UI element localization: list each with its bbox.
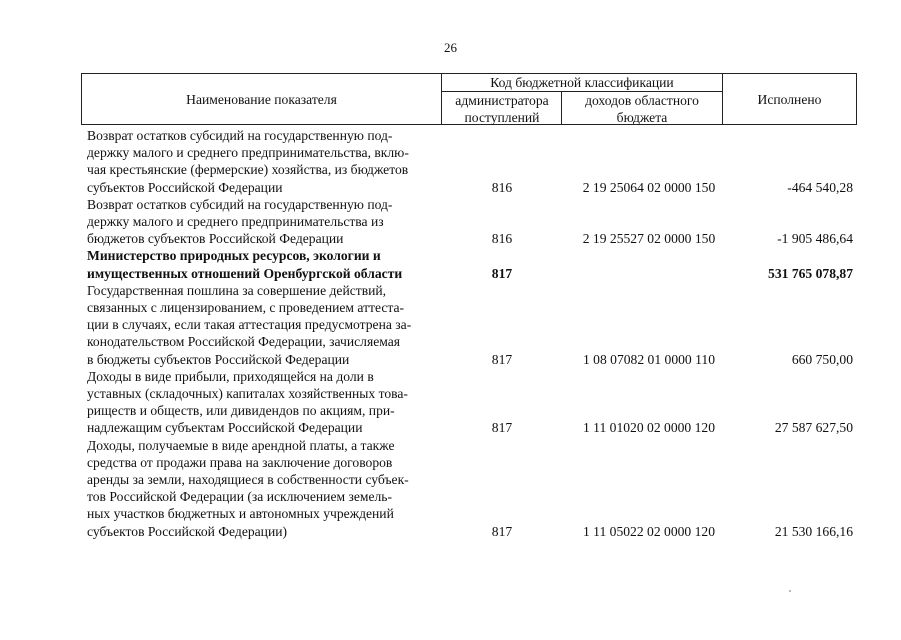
row-name [87,196,437,248]
row-name-line: Возврат остатков субсидий на государственную под- [87,196,393,212]
table-row [87,196,857,248]
row-name-line: связанных с лицензированием, с проведением аттеста- [87,300,405,316]
row-amount: -1 905 486,64 [777,231,853,247]
row-name-line: в бюджеты субъектов Российской Федерации [87,351,350,367]
row-name-line: субъектов Российской Федерации) [87,523,288,539]
row-name-line: Возврат остатков субсидий на государственную под- [87,128,393,143]
row-revenue-code: 1 11 01020 02 0000 120 [582,420,716,436]
row-name-line: ции в случаях, если такая аттестация предусмотрена за- [87,317,412,333]
row-name-line: тов Российской Федерации (за исключением земель- [87,489,393,505]
row-admin-code: 816 [491,179,513,195]
row-name-line: Доходы, получаемые в виде арендной платы, а также [87,437,395,453]
table-body [87,127,857,540]
row-name [87,437,437,540]
row-amount: 660 750,00 [791,351,853,367]
row-name-line: конодательством Российской Федерации, зачисляемая [87,334,401,350]
row-name-line: чая крестьянские (фермерские) хозяйства, из бюджетов [87,162,409,178]
row-name-line: Министерство природных ресурсов, экологии и [87,248,381,264]
row-name-line: Доходы в виде прибыли, приходящейся на доли в [87,368,374,384]
row-admin-code: 817 [491,265,513,281]
table-row [87,368,857,437]
header-divider [561,91,562,124]
row-revenue-code: 2 19 25064 02 0000 150 [582,179,716,195]
column-header-admin: администратора поступлений [455,93,549,125]
scan-speck [789,590,791,592]
row-admin-code: 817 [491,420,513,436]
table-row [87,282,857,368]
row-name-line: средства от продажи права на заключение договоров [87,454,393,470]
row-name-line: уставных (складочных) капиталах хозяйственных това- [87,386,408,402]
column-group-header: Код бюджетной классификации [490,75,674,90]
table-row [87,127,857,196]
column-header-executed: Исполнено [757,92,822,107]
row-name-line: аренды за земли, находящиеся в собственности субъек- [87,472,409,488]
row-amount: 531 765 078,87 [768,265,853,281]
table-row [87,247,857,281]
row-name-line: риществ и обществ, или дивидендов по акциям, при- [87,403,395,419]
row-revenue-code: 2 19 25527 02 0000 150 [582,231,716,247]
row-amount: -464 540,28 [787,179,853,195]
row-name-line: субъектов Российской Федерации [87,179,283,195]
row-name-line: надлежащим субъектам Российской Федерации [87,420,363,436]
row-name-line: имущественных отношений Оренбургской области [87,265,403,281]
row-name-line: бюджетов субъектов Российской Федерации [87,231,344,247]
row-name [87,368,437,437]
column-header-revenue: доходов областного бюджета [585,93,699,125]
row-amount: 27 587 627,50 [774,420,853,436]
table-header [81,73,857,125]
row-name [87,127,437,196]
row-admin-code: 817 [491,523,513,539]
page-number: 26 [444,40,457,55]
row-admin-code: 816 [491,231,513,247]
row-name [87,247,437,281]
row-name-line: держку малого и среднего предпринимательства из [87,214,384,230]
row-name-line: держку малого и среднего предпринимательства, вклю- [87,145,409,161]
row-amount: 21 530 166,16 [774,523,853,539]
row-name-line: Государственная пошлина за совершение действий, [87,282,387,298]
row-revenue-code: 1 11 05022 02 0000 120 [582,523,716,539]
row-name-line: ных участков бюджетных и автономных учреждений [87,506,394,522]
table-row [87,437,857,540]
row-admin-code: 817 [491,351,513,367]
row-revenue-code: 1 08 07082 01 0000 110 [582,351,716,367]
column-header-name: Наименование показателя [186,92,337,107]
row-name [87,282,437,368]
